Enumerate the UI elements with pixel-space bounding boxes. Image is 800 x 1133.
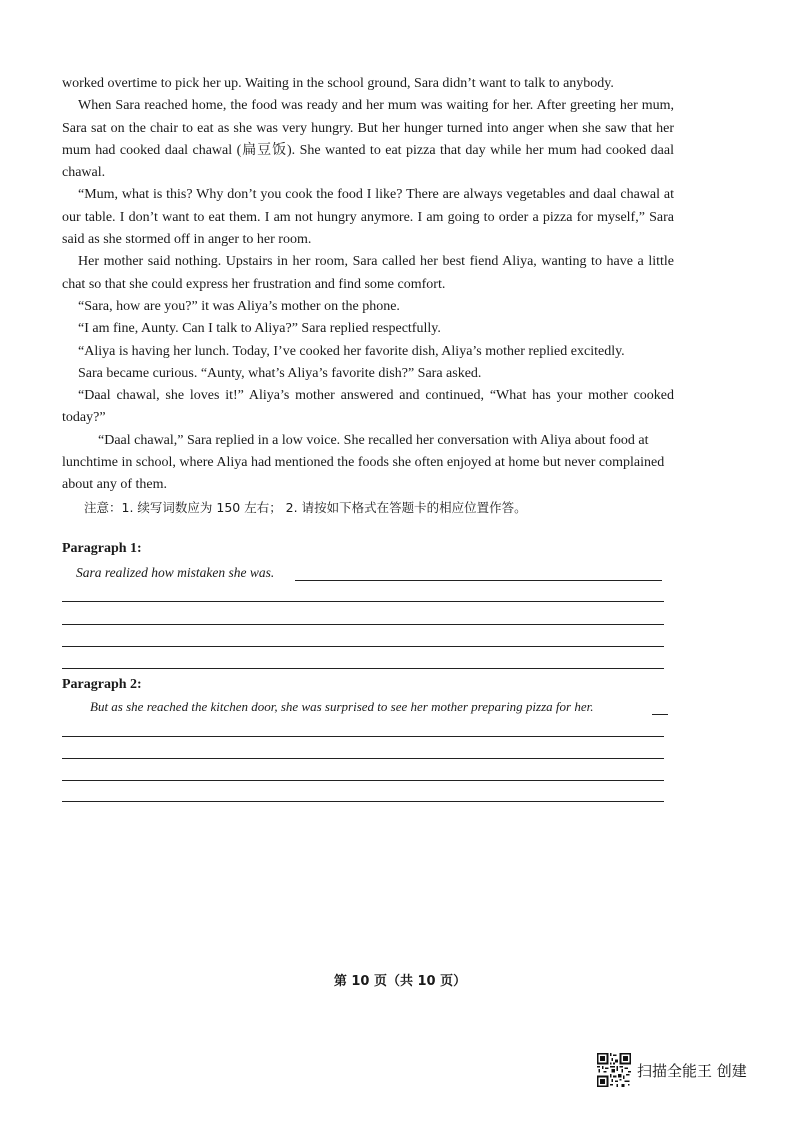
story-text <box>62 73 674 497</box>
story-paragraph-5: “Sara, how are you?” it was Aliya’s mother on the phone. <box>78 298 400 314</box>
story-paragraph-6: “I am fine, Aunty. Can I talk to Aliya?” Sara replied respectfully. <box>78 321 441 337</box>
qr-code-icon <box>597 1053 631 1087</box>
writing-line[interactable] <box>62 758 664 759</box>
story-paragraph-10: “Daal chawal,” Sara replied in a low voice. She recalled her conversation with Aliya about food at lunchtime in school, where Aliya had mentioned the foods she often enjoyed at home but never complained about any of them. <box>62 432 665 493</box>
writing-line[interactable] <box>62 801 664 802</box>
writing-line[interactable] <box>62 668 664 669</box>
writing-line[interactable] <box>62 646 664 647</box>
writing-line[interactable] <box>62 601 664 602</box>
instruction-note: 注意：1. 续写词数应为 150 左右； 2. 请按如下格式在答题卡的相应位置作答。 <box>84 500 527 515</box>
paragraph-1-starter: Sara realized how mistaken she was. <box>76 565 275 580</box>
story-paragraph-4: Her mother said nothing. Upstairs in her room, Sara called her best fiend Aliya, wanting to have a little chat so that she could express her frustration and find some comfort. <box>62 254 674 292</box>
writing-line[interactable] <box>62 780 664 781</box>
writing-line[interactable] <box>62 736 664 737</box>
writing-line[interactable] <box>62 624 664 625</box>
story-paragraph-2: When Sara reached home, the food was ready and her mum was waiting for her. After greeting her mum, Sara sat on the chair to eat as she was very hungry. But her hunger turned into anger when she saw that her mum had cooked daal chawal (扁豆饭). She wanted to eat pizza that day while her mum had cooked daal chawal. <box>62 98 674 181</box>
story-paragraph-3: “Mum, what is this? Why don’t you cook the food I like? There are always vegetables and daal chawal at our table. I don’t want to eat them. I am not hungry anymore. I am going to order a pizza for myself,” Sara said as she stormed off in anger to her room. <box>62 187 674 248</box>
scanner-brand-text: 扫描全能王 创建 <box>637 1061 747 1080</box>
story-paragraph-7: “Aliya is having her lunch. Today, I’ve cooked her favorite dish, Aliya’s mother replied excitedly. <box>78 343 625 359</box>
story-paragraph-9: “Daal chawal, she loves it!” Aliya’s mother answered and continued, “What has your mother cooked today?” <box>62 388 674 426</box>
story-paragraph-8: Sara became curious. “Aunty, what’s Aliya’s favorite dish?” Sara asked. <box>78 365 482 381</box>
writing-line[interactable] <box>652 714 668 715</box>
page-number: 第 10 页（共 10 页） <box>333 974 467 989</box>
paragraph-1-heading: Paragraph 1: <box>62 541 142 556</box>
paragraph-2-heading: Paragraph 2: <box>62 677 142 692</box>
scanner-watermark <box>597 1052 777 1088</box>
story-paragraph-1: worked overtime to pick her up. Waiting in the school ground, Sara didn’t want to talk to anybody. <box>62 76 614 91</box>
paragraph-2-starter: But as she reached the kitchen door, she was surprised to see her mother preparing pizza for her. <box>90 699 594 714</box>
writing-line[interactable] <box>295 580 662 581</box>
